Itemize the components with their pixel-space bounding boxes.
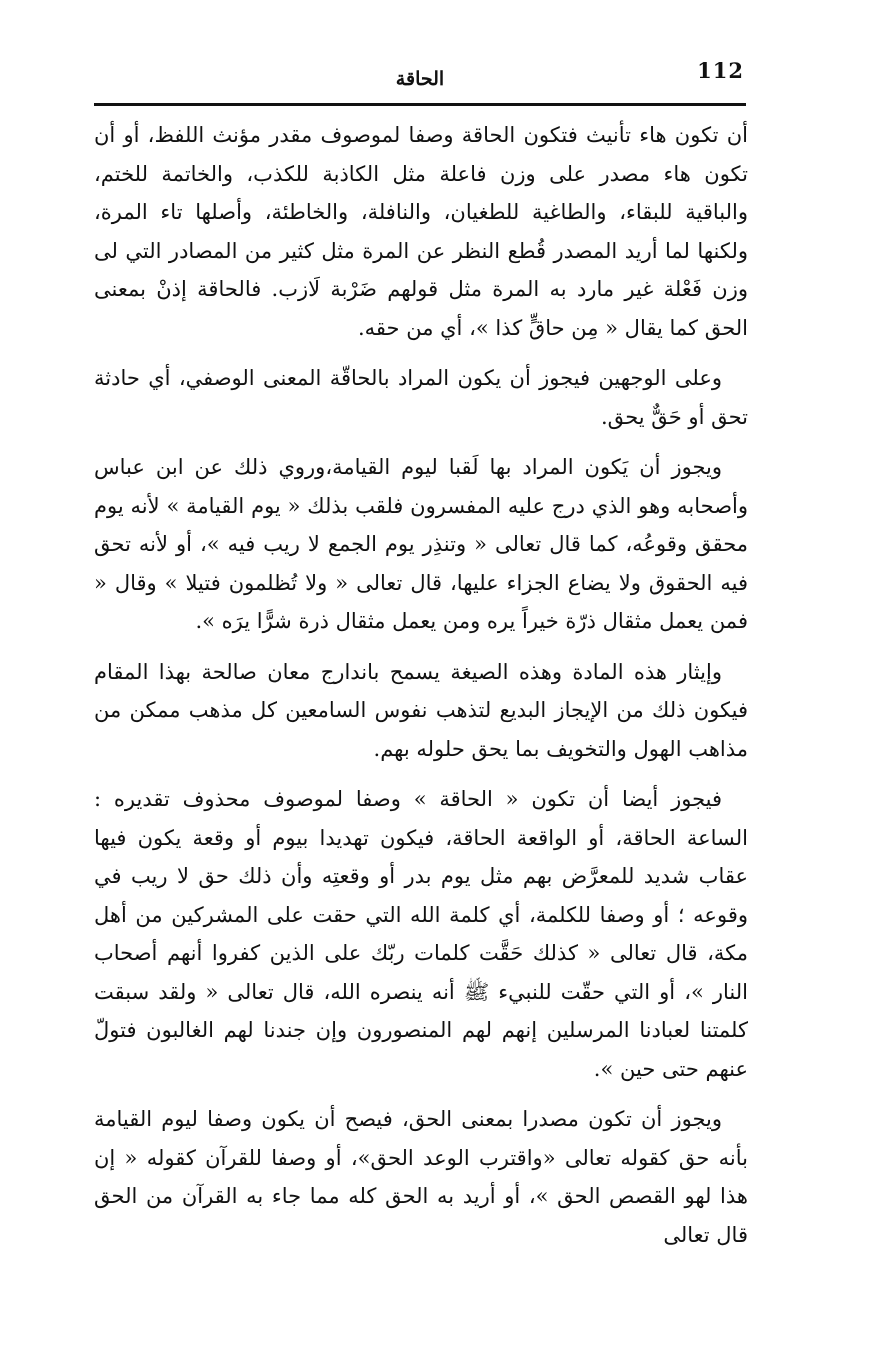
paragraph: أن تكون هاء تأنيث فتكون الحاقة وصفا لموصوف مقدر مؤنث اللفظ، أو أن تكون هاء مصدر على وزن فاعلة مثل الكاذبة للكذب، والخاتمة للختم، والباقية للبقاء، والطاغية للطغيان، والنافلة، والخاطئة، وأصلها تاء المرة، ولكنها لما أريد المصدر قُطع النظر عن المرة مثل كثير من المصادر التي لى وزن فَعْلة غير مارد به المرة مثل قولهم ضَرْبة لَازب. فالحاقة إذنْ بمعنى الحق كما يقال « مِن حاقٍّ كذا »، أي من حقه.	[94, 123, 748, 340]
header-rule	[94, 103, 746, 106]
body-text	[94, 116, 748, 1266]
paragraph: ويجوز أن تكون مصدرا بمعنى الحق، فيصح أن يكون وصفا ليوم القيامة بأنه حق كقوله تعالى «واقترب الوعد الحق»، أو وصفا للقرآن كقوله « إن هذا لهو القصص الحق »، أو أريد به الحق كله مما جاء به القرآن من الحق قال تعالى	[94, 1107, 748, 1247]
page-header	[94, 56, 746, 98]
paragraph: وعلى الوجهين فيجوز أن يكون المراد بالحاقّة المعنى الوصفي، أي حادثة تحق أو حَقٌّ يحق.	[94, 366, 748, 429]
paragraph: ويجوز أن يَكون المراد بها لَقبا ليوم القيامة،وروي ذلك عن ابن عباس وأصحابه وهو الذي درج عليه المفسرون فلقب بذلك « يوم القيامة » لأنه يوم محقق وقوعُه، كما قال تعالى « وتنذِر يوم الجمع لا ريب فيه »، أو لأنه تحق فيه الحقوق ولا يضاع الجزاء عليها، قال تعالى « ولا تُظلمون فتيلا » وقال « فمن يعمل مثقال ذرّة خيراً يره ومن يعمل مثقال ذرة شرًّا يرَه ».	[94, 455, 748, 633]
paragraph: وإيثار هذه المادة وهذه الصيغة يسمح باندارج معان صالحة بهذا المقام فيكون ذلك من الإيجاز البديع لتذهب نفوس السامعين كل مذهب ممكن من مذاهب الهول والتخويف بما يحق حلوله بهم.	[94, 659, 748, 761]
running-title: الحاقة	[395, 68, 445, 90]
page-number: 112	[697, 58, 744, 83]
paragraph: فيجوز أيضا أن تكون « الحاقة » وصفا لموصوف محذوف تقديره : الساعة الحاقة، أو الواقعة الحاقة، فيكون تهديدا بيوم أو وقعة يكون فيها عقاب شديد للمعرَّض بهم مثل يوم بدر أو وقعتِه وأن ذلك حق لا ريب في وقوعه ؛ أو وصفا للكلمة، أي كلمة الله التي حقت على المشركين من أهل مكة، قال تعالى « كذلك حَقَّت كلمات ربّك على الذين كفروا أنهم أصحاب النار »، أو التي حقّت للنبيء ﷺ أنه ينصره الله، قال تعالى « ولقد سبقت كلمتنا لعبادنا المرسلين إنهم لهم المنصورون وإن جندنا لهم الغالبون فتولّ عنهم حتى حين ».	[94, 787, 748, 1081]
